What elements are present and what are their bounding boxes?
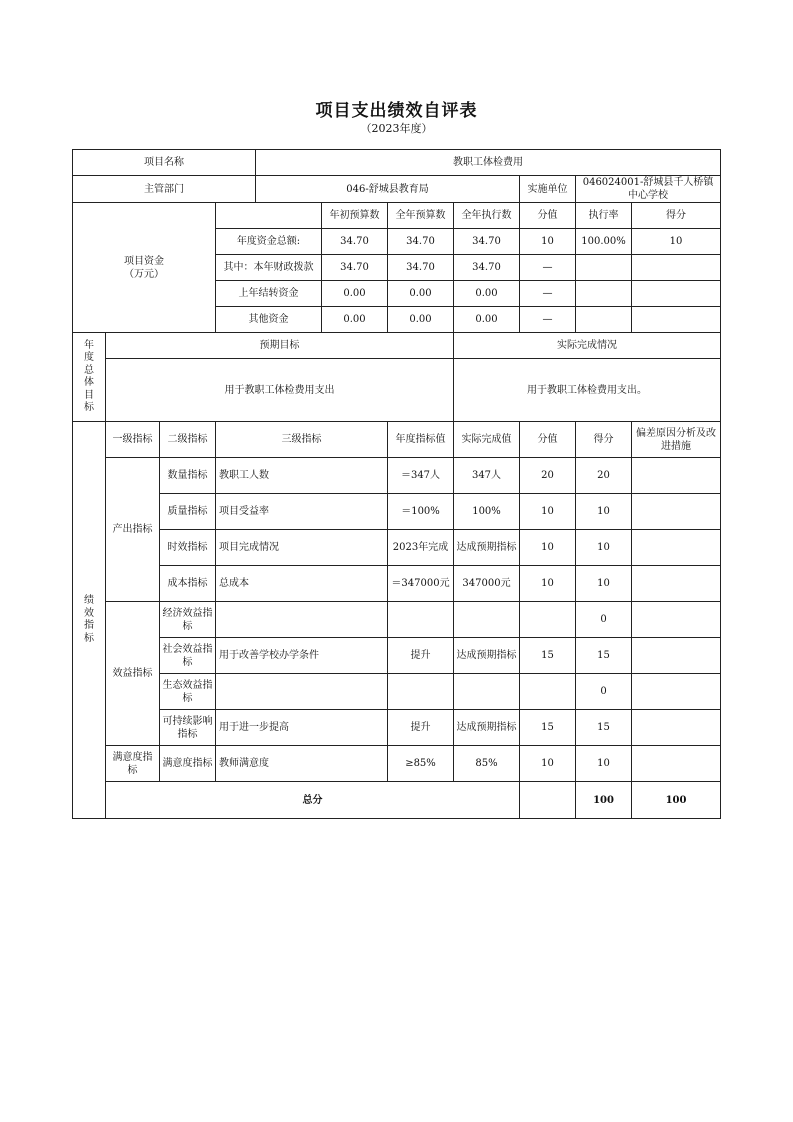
funds-header-initial: 年初预算数 (322, 203, 388, 229)
perf-header-level1: 一级指标 (106, 422, 160, 458)
perf-header-score: 得分 (576, 422, 632, 458)
value-cell: 15 (520, 710, 576, 746)
page-subtitle: （2023年度） (360, 122, 433, 135)
funds-row-label: 上年结转资金 (216, 281, 322, 307)
funds-cell: 10 (520, 229, 576, 255)
actual-cell: 达成预期指标 (454, 530, 520, 566)
benefit-indicator-label: 效益指标 (106, 602, 160, 746)
project-name-label: 项目名称 (73, 150, 256, 176)
score-cell: 15 (576, 638, 632, 674)
value-cell: 15 (520, 638, 576, 674)
actual-cell (454, 602, 520, 638)
actual-cell: 85% (454, 746, 520, 782)
target-cell: ＝347000元 (388, 566, 454, 602)
funds-header-executed: 全年执行数 (454, 203, 520, 229)
funds-cell: 34.70 (454, 229, 520, 255)
funds-header-score: 得分 (632, 203, 721, 229)
level3-cell: 项目完成情况 (216, 530, 388, 566)
funds-cell (576, 255, 632, 281)
funds-cell: 0.00 (388, 307, 454, 333)
score-cell: 10 (576, 566, 632, 602)
target-cell: 2023年完成 (388, 530, 454, 566)
evaluation-table (72, 149, 721, 819)
perf-header-actual: 实际完成值 (454, 422, 520, 458)
unit-value: 046024001-舒城县千人桥镇中心学校 (576, 176, 721, 203)
target-cell (388, 674, 454, 710)
value-cell: 10 (520, 530, 576, 566)
funds-cell: — (520, 281, 576, 307)
goals-label-text: 年度总体目标 (84, 339, 94, 413)
funds-cell (632, 307, 721, 333)
perf-header-value: 分值 (520, 422, 576, 458)
note-cell (632, 458, 721, 494)
note-cell (632, 710, 721, 746)
funds-cell (576, 281, 632, 307)
target-cell: ≥85% (388, 746, 454, 782)
funds-cell (576, 307, 632, 333)
goals-expected-text: 用于教职工体检费用支出 (106, 359, 454, 422)
actual-cell: 347人 (454, 458, 520, 494)
actual-cell: 347000元 (454, 566, 520, 602)
level3-cell: 教师满意度 (216, 746, 388, 782)
score-cell: 20 (576, 458, 632, 494)
funds-header-rate: 执行率 (576, 203, 632, 229)
target-cell: 提升 (388, 638, 454, 674)
score-cell: 0 (576, 602, 632, 638)
note-cell (632, 494, 721, 530)
level2-cell: 社会效益指标 (160, 638, 216, 674)
funds-cell: 0.00 (322, 307, 388, 333)
funds-header-blank (216, 203, 322, 229)
value-cell: 10 (520, 566, 576, 602)
actual-cell (454, 674, 520, 710)
funds-cell: — (520, 255, 576, 281)
funds-cell: 0.00 (388, 281, 454, 307)
score-cell: 15 (576, 710, 632, 746)
total-actual (520, 782, 576, 819)
funds-cell: 34.70 (388, 255, 454, 281)
level3-cell (216, 674, 388, 710)
note-cell (632, 674, 721, 710)
funds-header-annual: 全年预算数 (388, 203, 454, 229)
target-cell: 提升 (388, 710, 454, 746)
funds-cell: 0.00 (454, 307, 520, 333)
performance-label-text: 绩效指标 (84, 595, 94, 644)
score-cell: 10 (576, 494, 632, 530)
funds-cell: 0.00 (322, 281, 388, 307)
funds-row-label: 其他资金 (216, 307, 322, 333)
value-cell: 10 (520, 494, 576, 530)
total-value: 100 (576, 782, 632, 819)
total-label: 总分 (106, 782, 520, 819)
funds-row-label: 其中：本年财政拨款 (216, 255, 322, 281)
actual-cell: 达成预期指标 (454, 638, 520, 674)
level2-cell: 数量指标 (160, 458, 216, 494)
perf-header-level2: 二级指标 (160, 422, 216, 458)
target-cell (388, 602, 454, 638)
note-cell (632, 638, 721, 674)
value-cell (520, 674, 576, 710)
funds-cell: 10 (632, 229, 721, 255)
level2-cell: 经济效益指标 (160, 602, 216, 638)
goals-label (73, 333, 106, 422)
perf-header-target: 年度指标值 (388, 422, 454, 458)
goals-actual-header: 实际完成情况 (454, 333, 721, 359)
level3-cell: 用于进一步提高 (216, 710, 388, 746)
level2-cell: 成本指标 (160, 566, 216, 602)
actual-cell: 100% (454, 494, 520, 530)
level3-cell: 总成本 (216, 566, 388, 602)
funds-cell: 0.00 (454, 281, 520, 307)
level2-cell: 可持续影响指标 (160, 710, 216, 746)
value-cell: 10 (520, 746, 576, 782)
score-cell: 10 (576, 530, 632, 566)
perf-header-note: 偏差原因分析及改进措施 (632, 422, 721, 458)
goals-actual-text: 用于教职工体检费用支出。 (454, 359, 721, 422)
target-cell: ＝347人 (388, 458, 454, 494)
page-title: 项目支出绩效自评表 (315, 101, 478, 121)
dept-label: 主管部门 (73, 176, 256, 203)
note-cell (632, 602, 721, 638)
funds-cell (632, 255, 721, 281)
level2-cell: 时效指标 (160, 530, 216, 566)
output-indicator-label: 产出指标 (106, 458, 160, 602)
funds-label-text: 项目资金 （万元） (124, 255, 164, 280)
value-cell (520, 602, 576, 638)
note-cell (632, 746, 721, 782)
funds-row-label: 年度资金总额: (216, 229, 322, 255)
perf-header-level3: 三级指标 (216, 422, 388, 458)
funds-header-value: 分值 (520, 203, 576, 229)
funds-cell: 34.70 (322, 255, 388, 281)
level2-cell: 生态效益指标 (160, 674, 216, 710)
funds-cell: 100.00% (576, 229, 632, 255)
unit-label: 实施单位 (520, 176, 576, 203)
actual-cell: 达成预期指标 (454, 710, 520, 746)
score-cell: 0 (576, 674, 632, 710)
funds-cell: — (520, 307, 576, 333)
note-cell (632, 530, 721, 566)
satisfaction-indicator-label: 满意度指标 (106, 746, 160, 782)
target-cell: ＝100% (388, 494, 454, 530)
total-score: 100 (632, 782, 721, 819)
funds-cell: 34.70 (388, 229, 454, 255)
performance-label (73, 422, 106, 819)
level3-cell: 项目受益率 (216, 494, 388, 530)
project-name-value: 教职工体检费用 (256, 150, 721, 176)
funds-label (73, 203, 216, 333)
level2-cell: 满意度指标 (160, 746, 216, 782)
goals-expected-header: 预期目标 (106, 333, 454, 359)
value-cell: 20 (520, 458, 576, 494)
funds-cell: 34.70 (322, 229, 388, 255)
dept-value: 046-舒城县教育局 (256, 176, 520, 203)
level3-cell: 教职工人数 (216, 458, 388, 494)
level3-cell: 用于改善学校办学条件 (216, 638, 388, 674)
level3-cell (216, 602, 388, 638)
score-cell: 10 (576, 746, 632, 782)
funds-cell (632, 281, 721, 307)
level2-cell: 质量指标 (160, 494, 216, 530)
note-cell (632, 566, 721, 602)
funds-cell: 34.70 (454, 255, 520, 281)
